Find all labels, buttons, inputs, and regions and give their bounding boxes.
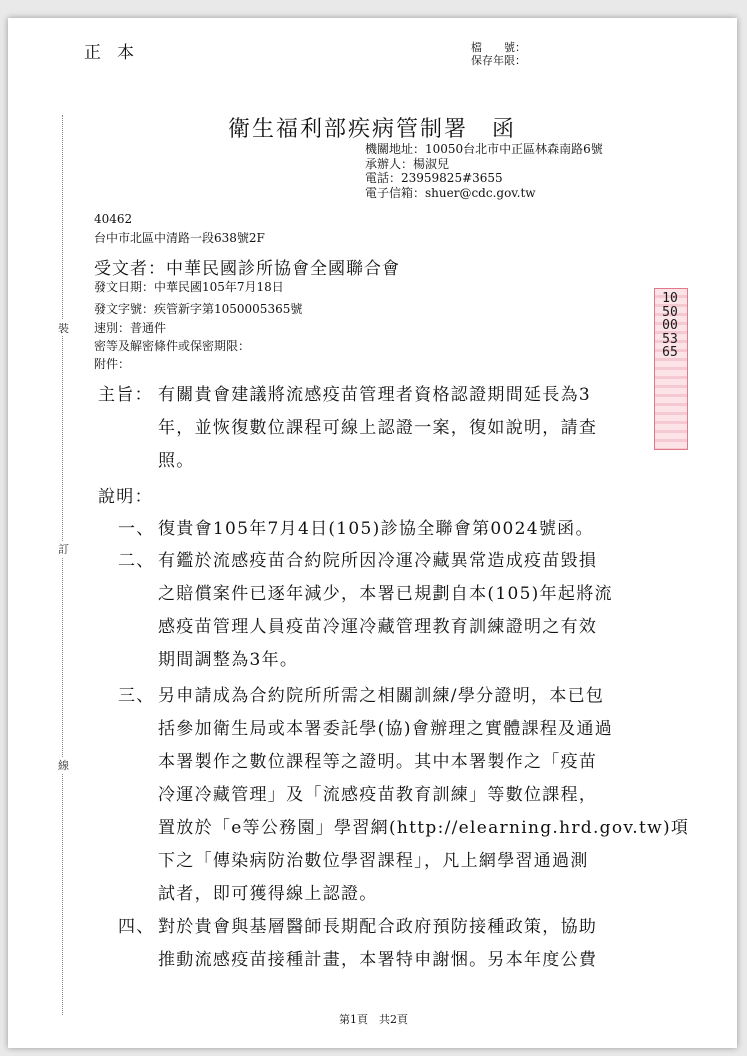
- document-title: [228, 112, 516, 143]
- agency-contact: [365, 142, 603, 200]
- item-line: 括參加衛生局或本署委託學(協)會辦理之實體課程及通過: [158, 719, 614, 739]
- item-line: 冷運冷藏管理」及「流感疫苗教育訓練」等數位課程，: [158, 785, 598, 805]
- retention-label: 保存年限：: [471, 54, 526, 67]
- item-line: 本署製作之數位課程等之證明。其中本署製作之「疫苗: [158, 752, 598, 772]
- binding-mark-ding: 訂: [58, 543, 69, 556]
- item-line: 推動流感疫苗接種計畫，本署特申謝悃。另本年度公費: [158, 950, 598, 970]
- agency-name: 衛生福利部疾病管制署: [228, 117, 469, 142]
- subject-line: 年，並恢復數位課程可線上認證一案，復如說明，請查: [158, 418, 598, 438]
- recipient-address: 台中市北區中清路一段638號2F: [94, 231, 265, 245]
- item-number: 一、: [118, 519, 155, 539]
- item-line: 感疫苗管理人員疫苗冷運冷藏管理教育訓練證明之有效: [158, 617, 598, 637]
- copy-type: 正本: [84, 43, 150, 63]
- document-kind: 函: [492, 117, 517, 142]
- item-line: 試者，即可獲得線上認證。: [158, 884, 378, 904]
- issue-date: 發文日期：中華民國105年7月18日: [94, 280, 284, 294]
- file-info: [471, 41, 526, 67]
- page-number: 第1頁 共2頁: [339, 1013, 408, 1026]
- item-number: 四、: [118, 917, 155, 937]
- item-line: 有鑑於流感疫苗合約院所因冷運冷藏異常造成疫苗毀損: [158, 551, 598, 571]
- agency-contact-person: 承辦人：楊淑兒: [365, 156, 450, 171]
- binding-mark-xian: 線: [58, 759, 69, 772]
- recipient-name: 受文者：中華民國診所協會全國聯合會: [94, 259, 400, 279]
- description-label: 說明：: [98, 487, 153, 507]
- stamp-code: 1050005365: [662, 291, 678, 360]
- binding-line: [62, 115, 63, 1015]
- item-number: 二、: [118, 551, 155, 571]
- item-line: 置放於「e等公務園」學習網(http://elearning.hrd.gov.tw)項: [158, 818, 690, 838]
- secrecy-level: 密等及解密條件或保密期限：: [94, 339, 251, 353]
- issue-number: 發文字號：疾管新字第1050005365號: [94, 302, 303, 316]
- file-number-label: 檔 號：: [471, 41, 526, 54]
- recipient-zip: 40462: [94, 212, 133, 226]
- item-line: 之賠償案件已逐年減少，本署已規劃自本(105)年起將流: [158, 584, 613, 604]
- item-line: 另申請成為合約院所所需之相關訓練/學分證明，本已包: [158, 686, 605, 706]
- subject-line: 有關貴會建議將流感疫苗管理者資格認證期間延長為3: [158, 385, 592, 405]
- subject-label: 主旨：: [98, 385, 153, 405]
- item-line: 復貴會105年7月4日(105)診協全聯會第0024號函。: [158, 519, 594, 539]
- agency-address: 機關地址：10050台北市中正區林森南路6號: [365, 142, 603, 156]
- item-line: 期間調整為3年。: [158, 650, 299, 670]
- delivery-speed: 速別：普通件: [94, 321, 167, 335]
- item-line: 下之「傳染病防治數位學習課程」，凡上網學習通過測: [158, 851, 589, 871]
- binding-mark-zhuang: 裝: [58, 322, 69, 335]
- subject-line: 照。: [158, 451, 195, 471]
- item-line: 對於貴會與基層醫師長期配合政府預防接種政策，協助: [158, 917, 598, 937]
- item-number: 三、: [118, 686, 155, 706]
- attachment: 附件：: [94, 357, 131, 371]
- agency-email: 電子信箱：shuer@cdc.gov.tw: [365, 185, 536, 200]
- agency-phone: 電話：23959825#3655: [365, 171, 503, 186]
